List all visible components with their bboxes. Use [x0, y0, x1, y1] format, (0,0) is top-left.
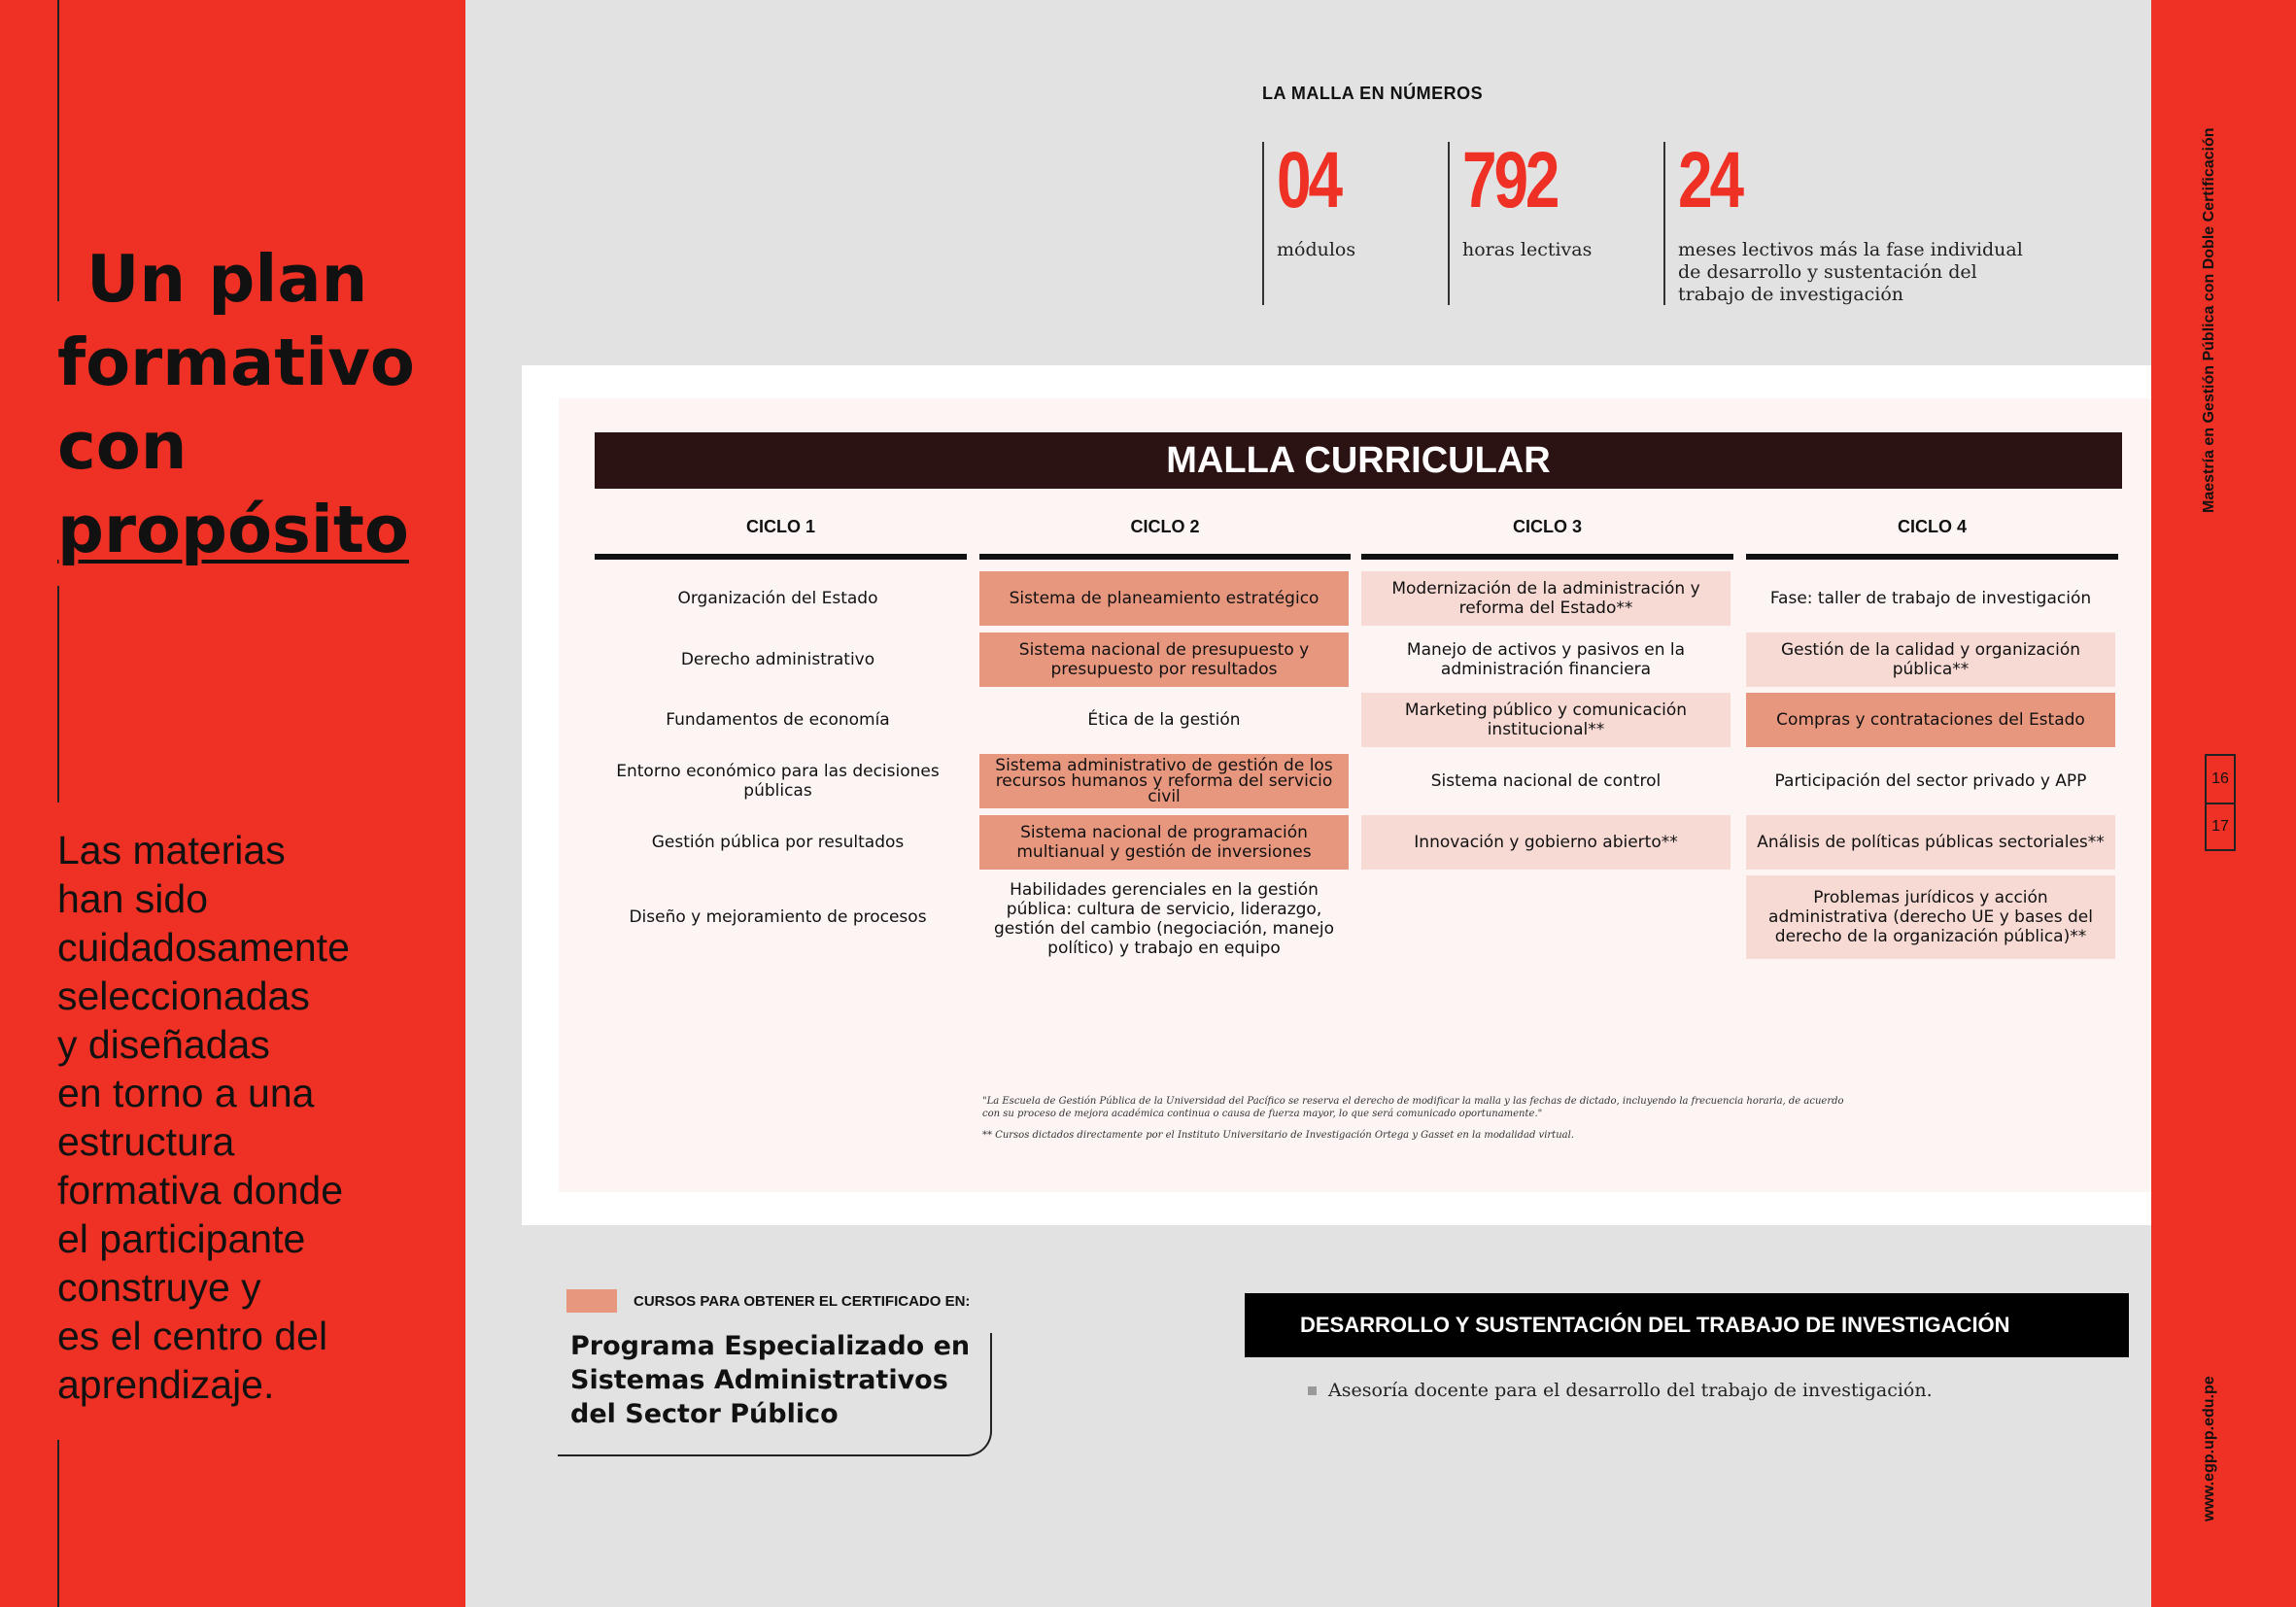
paragraph-line: seleccionadas — [57, 974, 310, 1018]
paragraph-line: el participante — [57, 1216, 306, 1261]
headline-line: con — [57, 408, 188, 484]
square-bullet-icon — [1308, 1386, 1317, 1395]
course-cell: Ética de la gestión — [1087, 710, 1241, 730]
course-cell: Manejo de activos y pasivos en la administración financiera — [1406, 640, 1686, 679]
paragraph-line: en torno a una — [57, 1071, 315, 1115]
course-cell-certificate: Sistema nacional de presupuesto y presupuesto por resultados — [979, 633, 1349, 687]
paragraph-line: es el centro del — [57, 1314, 328, 1358]
paragraph-line: aprendizaje. — [57, 1362, 275, 1407]
course-cell: Derecho administrativo — [680, 650, 875, 669]
research-title-bar: DESARROLLO Y SUSTENTACIÓN DEL TRABAJO DE INVESTIGACIÓN — [1245, 1293, 2129, 1357]
stat-number: 792 — [1462, 136, 1558, 224]
paragraph-line: formativa donde — [57, 1168, 344, 1213]
page-number: 16 — [2211, 770, 2229, 787]
paragraph-line: construye y — [57, 1265, 261, 1310]
divider-line — [57, 1440, 59, 1607]
paragraph-line: estructura — [57, 1119, 235, 1164]
paragraph-line: han sido — [57, 876, 209, 921]
column-header-ciclo-4: CICLO 4 — [1746, 515, 2118, 560]
certificate-title-line: del Sector Público — [570, 1399, 839, 1429]
page-headline — [57, 237, 446, 571]
course-cell: Participación del sector privado y APP — [1774, 771, 2087, 791]
course-cell-virtual: Problemas jurídicos y acción administrativa (derecho UE y bases del derecho de la organización pública)** — [1746, 875, 2115, 959]
vertical-program-title: Maestría en Gestión Pública con Doble Certificación — [2201, 127, 2217, 513]
stat-modules — [1262, 136, 1447, 305]
stat-label: meses lectivos más la fase individual de desarrollo y sustentación del trabajo de investigación — [1678, 239, 2023, 305]
course-cell-certificate: Sistema nacional de programación multianual y gestión de inversiones — [979, 815, 1349, 870]
malla-title-bar: MALLA CURRICULAR — [595, 432, 2122, 489]
column-header-ciclo-1: CICLO 1 — [595, 515, 967, 560]
course-cell: Fase: taller de trabajo de investigación — [1769, 589, 2092, 608]
certificate-title — [570, 1329, 978, 1431]
certificate-title-line: Programa Especializado en — [570, 1331, 971, 1361]
column-header-ciclo-2: CICLO 2 — [979, 515, 1351, 560]
course-cell-certificate: Compras y contrataciones del Estado — [1746, 693, 2115, 747]
course-cell: Organización del Estado — [677, 589, 878, 608]
stat-label: horas lectivas — [1462, 239, 1593, 260]
divider-line — [57, 586, 59, 803]
paragraph-line: Las materias — [57, 828, 286, 872]
stat-label: módulos — [1277, 239, 1356, 260]
headline-line: propósito — [57, 492, 409, 567]
stat-number: 24 — [1678, 136, 1741, 224]
paragraph-line: y diseñadas — [57, 1022, 270, 1067]
course-cell-virtual: Marketing público y comunicación institucional** — [1361, 693, 1731, 747]
page-numbers — [2205, 754, 2236, 851]
course-cell-certificate: Sistema de planeamiento estratégico — [979, 571, 1349, 626]
footnote-disclaimer: "La Escuela de Gestión Pública de la Universidad del Pacífico se reserva el derecho de modificar la malla y las fechas de dictado, incluyendo la frecuencia horaria, de acuerdo con su proceso de mejora académica continua o causa de fuerza mayor, lo que será comunicado oportunamente." — [982, 1096, 1844, 1119]
course-cell-certificate: Sistema administrativo de gestión de los recursos humanos y reforma del servicio civil — [979, 754, 1349, 808]
headline-line: Un plan — [86, 241, 368, 317]
course-cell-virtual: Análisis de políticas públicas sectoriales** — [1746, 815, 2115, 870]
course-cell: Entorno económico para las decisiones públicas — [616, 762, 940, 801]
certificate-label: CURSOS PARA OBTENER EL CERTIFICADO EN: — [634, 1293, 971, 1310]
column-header-ciclo-3: CICLO 3 — [1361, 515, 1733, 560]
research-list-item — [1308, 1380, 1933, 1401]
paragraph-line: cuidadosamente — [57, 925, 350, 970]
intro-paragraph — [57, 826, 446, 1409]
course-cell-virtual: Innovación y gobierno abierto** — [1361, 815, 1731, 870]
course-cell-virtual: Modernización de la administración y reforma del Estado** — [1361, 571, 1731, 626]
certificate-color-swatch — [566, 1289, 617, 1313]
course-cell: Diseño y mejoramiento de procesos — [629, 907, 927, 927]
vertical-website-url[interactable]: www.egp.up.edu.pe — [2201, 1376, 2217, 1522]
footnote-virtual-courses: ** Cursos dictados directamente por el Instituto Universitario de Investigación Ortega y Gasset en la modalidad virtual. — [982, 1130, 1574, 1141]
course-cell-virtual: Gestión de la calidad y organización pública** — [1746, 633, 2115, 687]
course-cell: Habilidades gerenciales en la gestión pública: cultura de servicio, liderazgo, gestión del cambio (negociación, manejo político) y trabajo en equipo — [993, 880, 1335, 958]
headline-line: formativo — [57, 325, 415, 400]
stat-hours — [1448, 136, 1662, 305]
stat-months — [1663, 136, 2033, 305]
page-number: 17 — [2207, 803, 2234, 849]
certificate-title-line: Sistemas Administrativos — [570, 1365, 948, 1395]
research-item-text: Asesoría docente para el desarrollo del trabajo de investigación. — [1328, 1380, 1933, 1401]
course-cell: Gestión pública por resultados — [651, 833, 905, 852]
course-cell: Fundamentos de economía — [666, 710, 890, 730]
stats-title: LA MALLA EN NÚMEROS — [1262, 84, 1484, 103]
course-cell: Sistema nacional de control — [1430, 771, 1662, 791]
stat-number: 04 — [1277, 136, 1340, 224]
